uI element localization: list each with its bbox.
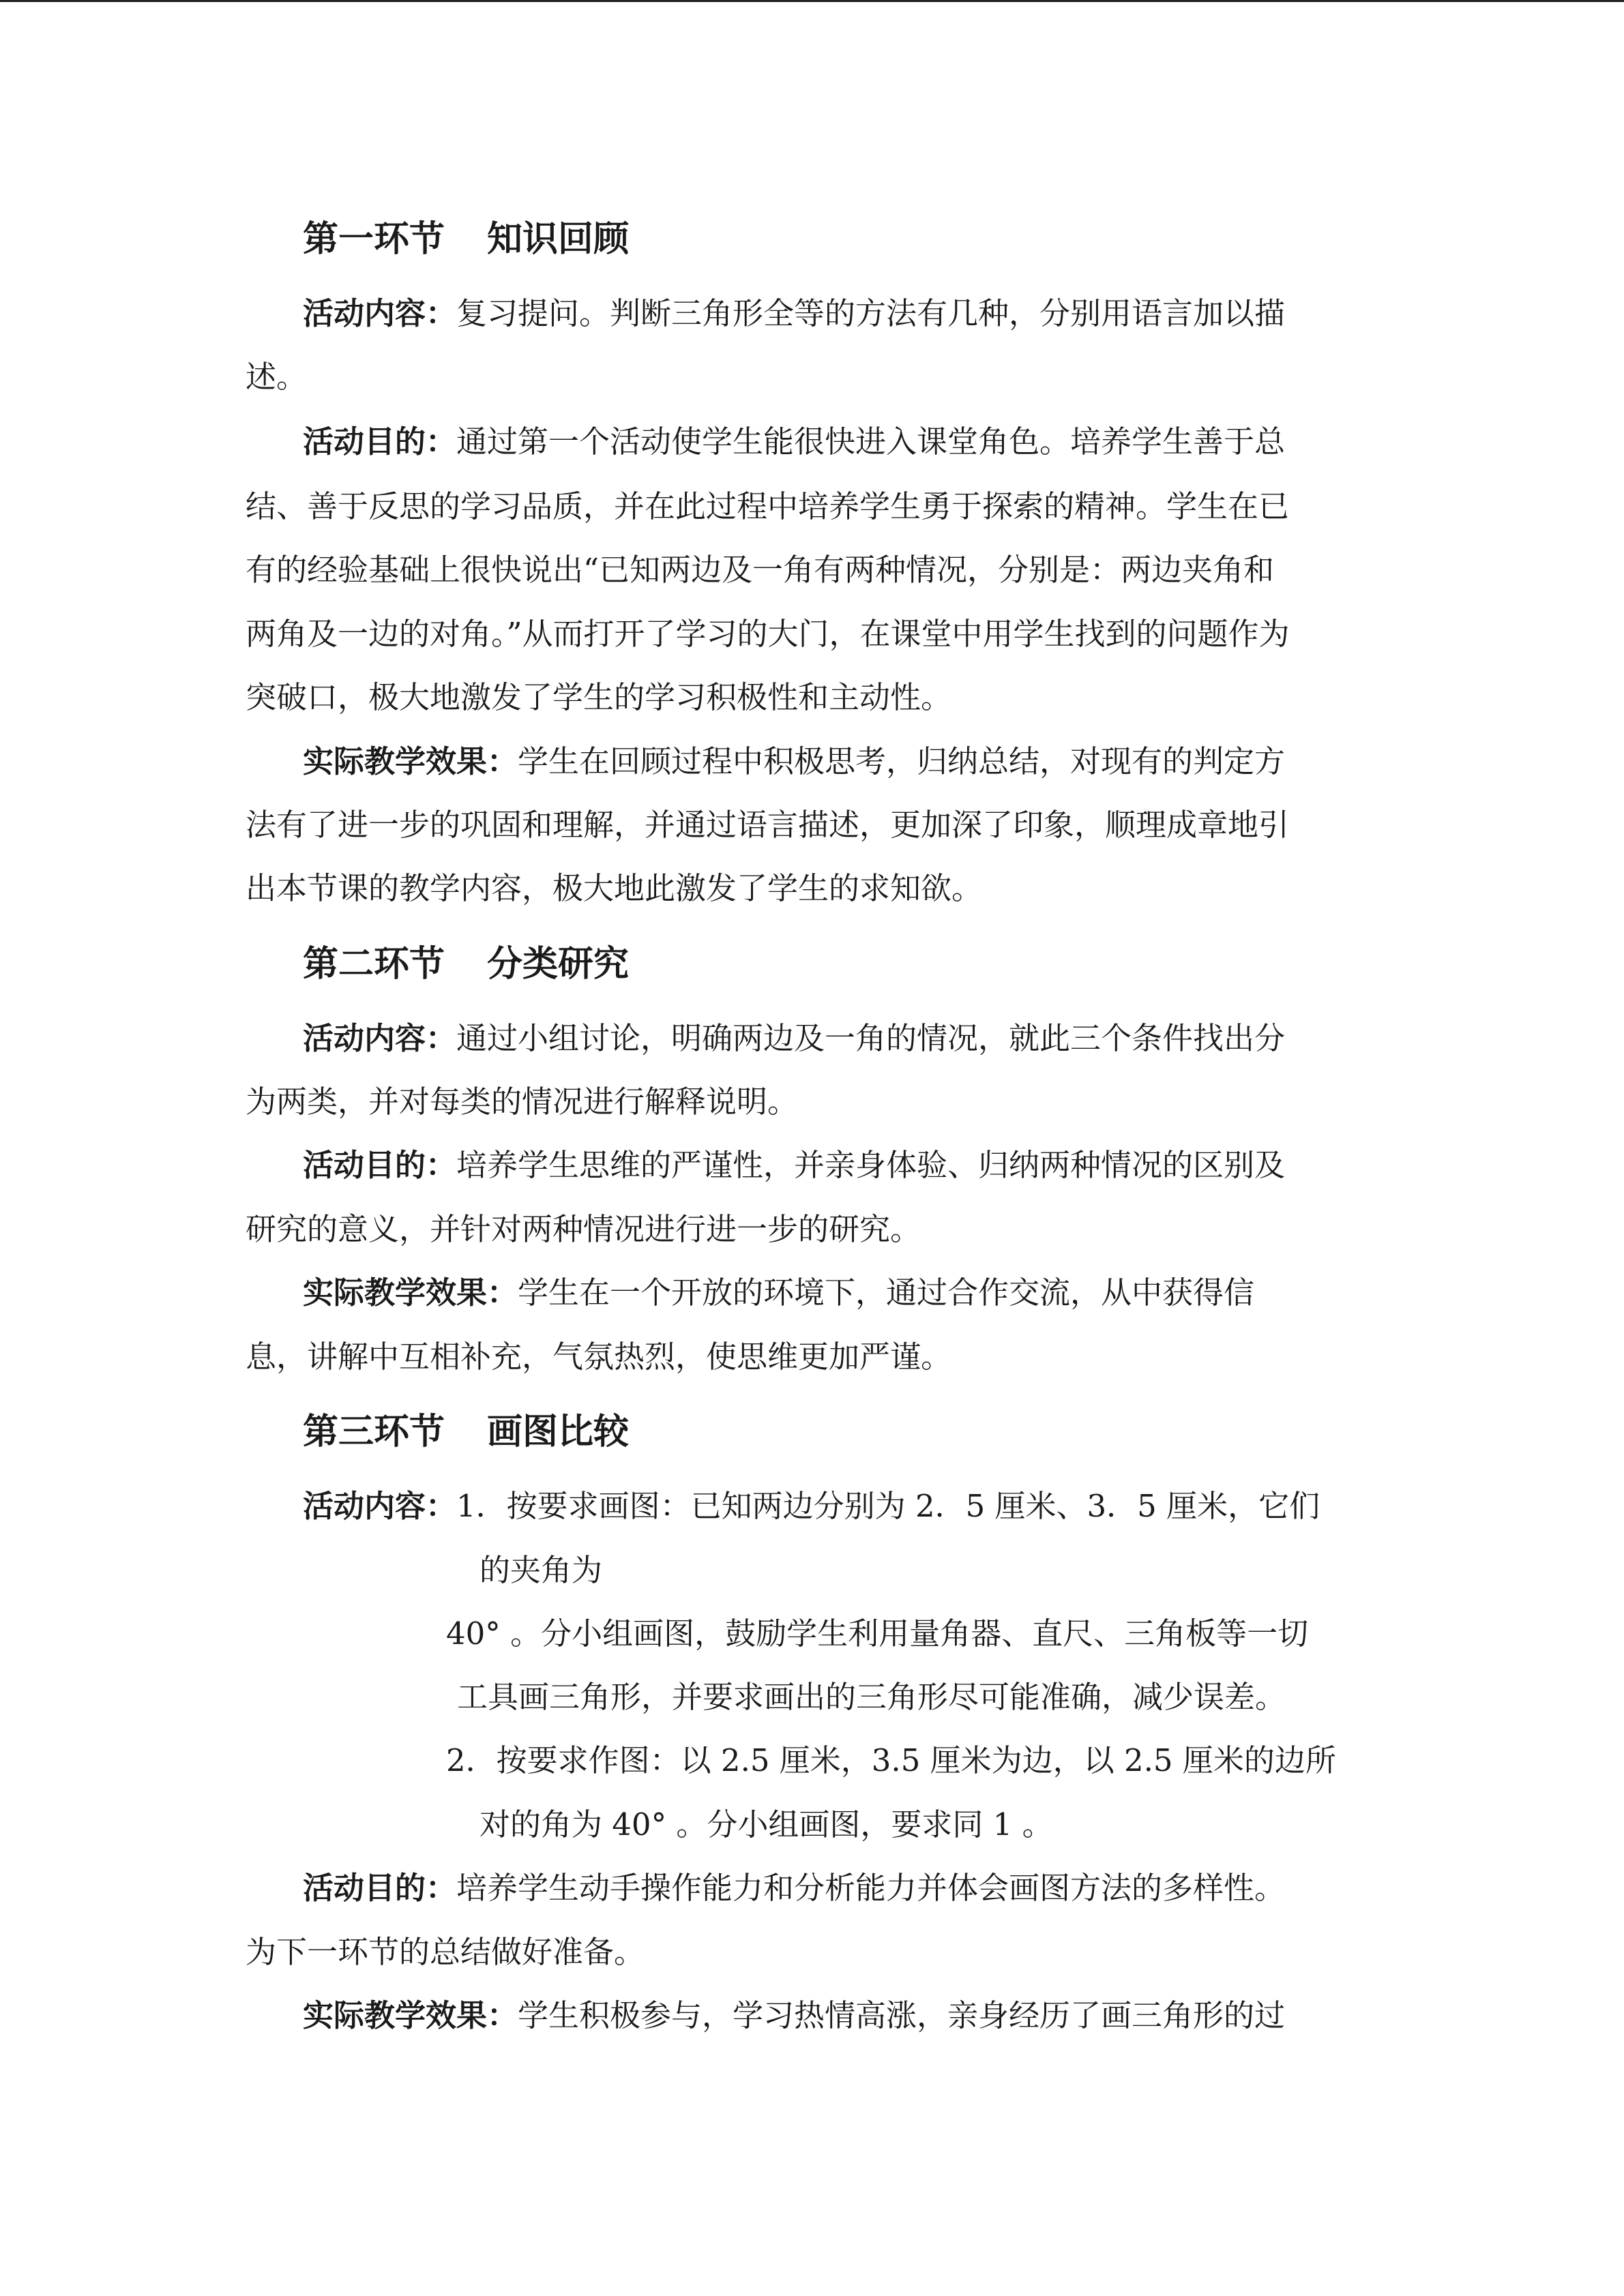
section-1-purpose-label: 活动目的： — [303, 423, 457, 460]
section-3-content-label: 活动内容： — [303, 1488, 457, 1524]
section-3-item-2-line-1: 2．按要求作图：以 2.5 厘米，3.5 厘米为边，以 2.5 厘米的边所 — [446, 1742, 1336, 1778]
section-3-purpose-line-2: 为下一环节的总结做好准备。 — [246, 1934, 645, 1970]
section-2-content-line-1 — [303, 1020, 1286, 1056]
section-1-title: 知识回顾 — [487, 219, 630, 260]
section-1-purpose-line-3: 有的经验基础上很快说出“已知两边及一角有两种情况，分别是：两边夹角和 — [246, 552, 1275, 588]
section-3-purpose-label: 活动目的： — [303, 1870, 457, 1906]
section-3-item-1-line-2: 的夹角为 — [479, 1552, 603, 1588]
section-3-effect-line-1 — [303, 1997, 1286, 2033]
section-2-heading — [303, 944, 630, 985]
section-3-effect-text: 学生积极参与，学习热情高涨，亲身经历了画三角形的过 — [518, 1997, 1286, 2033]
section-1-purpose-line-2: 结、善于反思的学习品质，并在此过程中培养学生勇于探索的精神。学生在已 — [246, 488, 1290, 524]
section-1-heading — [303, 219, 630, 260]
section-1-content-line-1 — [303, 295, 1286, 331]
section-2-purpose-text: 培养学生思维的严谨性，并亲身体验、归纳两种情况的区别及 — [456, 1147, 1286, 1183]
section-3-item-1-line-4: 工具画三角形，并要求画出的三角形尽可能准确，减少误差。 — [457, 1679, 1286, 1715]
section-1-effect-line-1 — [303, 743, 1286, 779]
section-3-title: 画图比较 — [487, 1412, 630, 1452]
section-1-purpose-line-5: 突破口，极大地激发了学生的学习积极性和主动性。 — [246, 679, 952, 715]
section-1-content-text: 复习提问。判断三角形全等的方法有几种，分别用语言加以描 — [456, 295, 1286, 331]
section-2-effect-line-1 — [303, 1274, 1255, 1311]
section-2-content-text: 通过小组讨论，明确两边及一角的情况，就此三个条件找出分 — [456, 1020, 1286, 1056]
section-2-purpose-label: 活动目的： — [303, 1147, 457, 1183]
section-3-heading — [303, 1414, 629, 1450]
section-2-purpose-line-1 — [303, 1147, 1286, 1183]
section-1-content-label: 活动内容： — [303, 295, 457, 331]
section-1-effect-line-2: 法有了进一步的巩固和理解，并通过语言描述，更加深了印象，顺理成章地引 — [246, 807, 1290, 843]
section-1-content-line-2: 述。 — [246, 359, 308, 395]
section-2-purpose-line-2: 研究的意义，并针对两种情况进行进一步的研究。 — [246, 1211, 921, 1247]
section-3-content-line-1 — [303, 1488, 1320, 1524]
section-1-effect-label: 实际教学效果： — [303, 743, 518, 779]
section-1-effect-line-3: 出本节课的教学内容，极大地此激发了学生的求知欲。 — [246, 870, 983, 906]
section-3-item-1-line-3: 40° 。分小组画图，鼓励学生利用量角器、直尺、三角板等一切 — [446, 1615, 1309, 1652]
section-2-effect-line-2: 息，讲解中互相补充，气氛热烈，使思维更加严谨。 — [246, 1339, 952, 1375]
section-3-item-1-text: 1．按要求画图：已知两边分别为 2．5 厘米、3．5 厘米，它们 — [456, 1488, 1320, 1524]
section-2-content-label: 活动内容： — [303, 1020, 457, 1056]
section-3-number: 第三环节 — [303, 1412, 445, 1452]
section-2-title: 分类研究 — [487, 944, 630, 985]
section-1-number: 第一环节 — [303, 219, 445, 260]
section-1-purpose-line-4: 两角及一边的对角。”从而打开了学习的大门，在课堂中用学生找到的问题作为 — [246, 616, 1290, 652]
section-1-effect-text: 学生在回顾过程中积极思考，归纳总结，对现有的判定方 — [518, 743, 1286, 779]
section-3-purpose-line-1 — [303, 1870, 1286, 1906]
section-2-effect-label: 实际教学效果： — [303, 1274, 518, 1311]
section-1-purpose-line-1 — [303, 423, 1286, 460]
section-2-number: 第二环节 — [303, 944, 445, 985]
section-2-effect-text: 学生在一个开放的环境下，通过合作交流，从中获得信 — [518, 1274, 1255, 1311]
section-1-purpose-text: 通过第一个活动使学生能很快进入课堂角色。培养学生善于总 — [456, 423, 1286, 460]
section-3-purpose-text: 培养学生动手操作能力和分析能力并体会画图方法的多样性。 — [456, 1870, 1286, 1906]
section-2-content-line-2: 为两类，并对每类的情况进行解释说明。 — [246, 1084, 799, 1120]
section-3-item-2-line-2: 对的角为 40° 。分小组画图，要求同 1 。 — [479, 1806, 1053, 1843]
section-3-effect-label: 实际教学效果： — [303, 1997, 518, 2033]
